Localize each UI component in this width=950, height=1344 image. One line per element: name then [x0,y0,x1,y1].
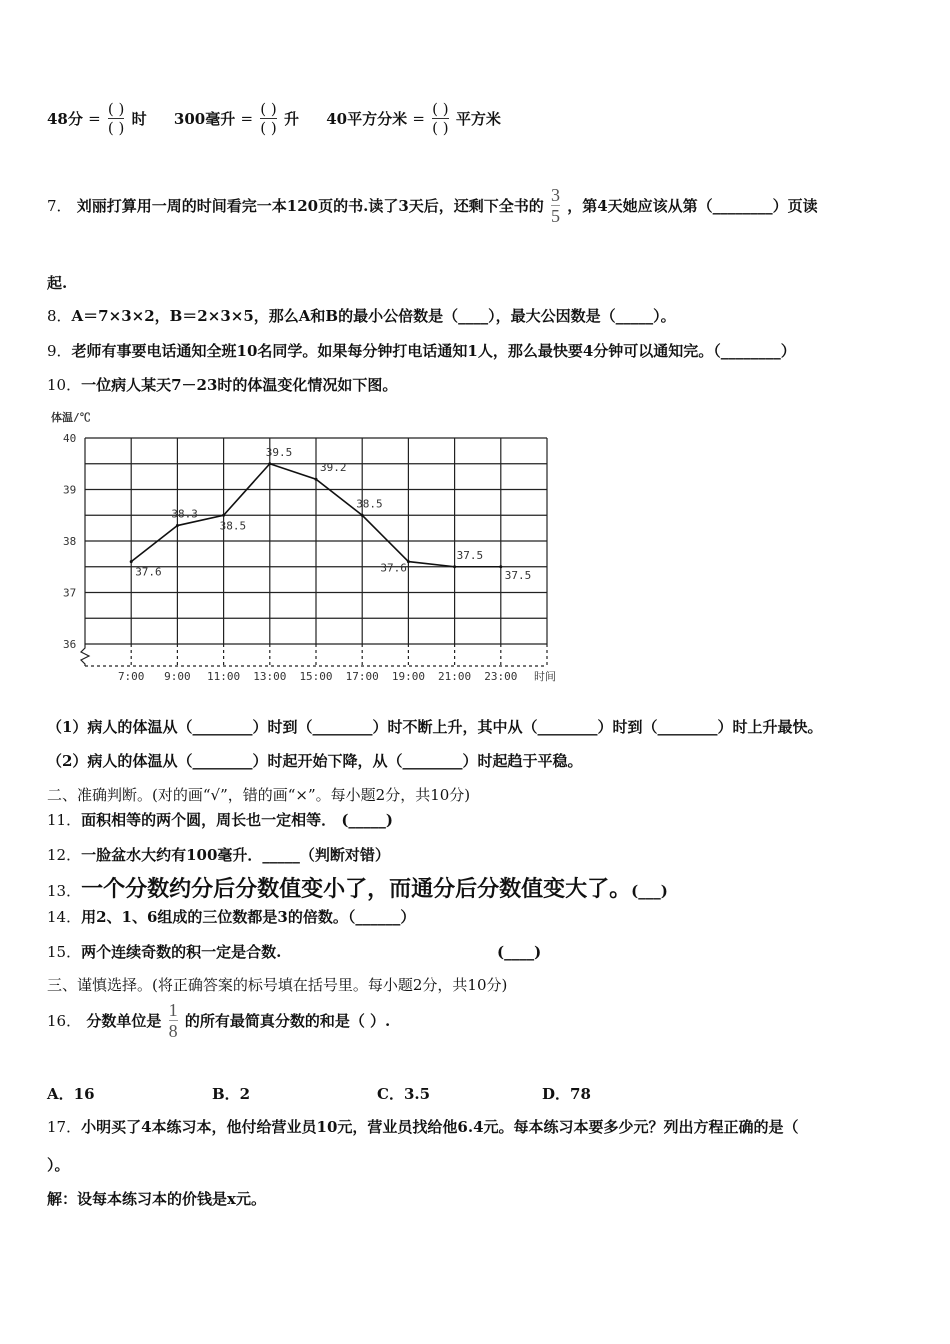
data-point [315,478,318,481]
y-tick-label: 36 [63,638,77,651]
option-c[interactable]: C．3.5 [377,1085,431,1103]
data-point [268,462,271,465]
question-10-sub2: （2）病人的体温从（________）时起开始下降，从（________）时起趋于平稳。 [47,752,583,770]
question-10-sub1: （1）病人的体温从（________）时到（________）时不断上升，其中从（________）时到（________）时上升最快。 [47,718,823,736]
fraction-three-fifths: $\frac{3}{5}$ [551,185,560,226]
data-point [176,524,179,527]
data-label: 39.2 [320,461,347,475]
x-tick-label: 17:00 [345,670,379,683]
data-label: 37.5 [456,548,484,562]
eq-sign: = [412,109,425,128]
x-tick-label: 21:00 [438,670,472,683]
x-tick-label: 13:00 [253,670,287,683]
x-tick-label: 23:00 [484,670,518,683]
data-label: 37.6 [135,565,162,579]
question-14: 14．用2、1、6组成的三位数都是3的倍数。（______） [47,908,416,926]
eq-sign: = [240,109,254,128]
data-label: 37.5 [504,568,532,582]
question-16: 16． 分数单位是 $\frac{1}{8}$ 的所有最简真分数的和是（ ）. [47,1000,391,1041]
question-7-cont: 起. [47,274,68,292]
fraction-blank[interactable]: $\frac{( )}{( )}$ [432,100,449,137]
question-15: 15．两个连续奇数的积一定是合数. (____) [47,943,542,961]
y-tick-label: 39 [63,483,77,497]
option-a[interactable]: A．16 [47,1085,95,1103]
solution-line: 解：设每本练习本的价钱是x元。 [47,1190,266,1208]
fraction-blank[interactable]: $\frac{( )}{( )}$ [260,100,277,137]
question-10: 10．一位病人某天7－23时的体温变化情况如下图。 [47,376,398,394]
y-axis-label: 体温/℃ [51,411,91,424]
question-12: 12．一脸盆水大约有100毫升．_____（判断对错） [47,846,390,864]
q6-a: 48分 [47,110,83,128]
x-tick-label: 19:00 [391,670,425,683]
q6-f-unit: 平方米 [455,110,501,128]
x-tick-label: 9:00 [164,670,191,683]
q6-e: 40平方分米 [326,110,408,128]
question-8: 8．A＝7×3×2，B＝2×3×5，那么A和B的最小公倍数是（____），最大公因数是（_____）。 [47,307,676,325]
data-point [407,560,410,563]
x-tick-label: 7:00 [117,670,145,683]
chart-series [130,446,532,582]
data-point [453,565,456,568]
data-label: 38.5 [356,497,383,511]
data-point [130,560,133,563]
question-7: 7． 刘丽打算用一周的时间看完一本120页的书.读了3天后，还剩下全书的 $\frac{3}{5}$ ，第4天她应该从第（________）页读 [47,185,818,226]
fraction-one-eighth: $\frac{1}{8}$ [168,1000,178,1041]
question-9: 9．老师有事要电话通知全班10名同学。如果每分钟打电话通知1人，那么最快要4分钟可以通知完。（________） [47,342,796,360]
data-label: 38.3 [171,507,198,521]
data-label: 37.6 [380,561,407,575]
section-2-heading: 二、准确判断。(对的画“√”，错的画“×”。每小题2分，共10分) [47,786,471,804]
section-3-heading: 三、谨慎选择。(将正确答案的标号填在括号里。每小题2分，共10分) [47,976,508,994]
question-17: 17．小明买了4本练习本，他付给营业员10元，营业员找给他6.4元。每本练习本要多少元？列出方程正确的是（ [47,1118,799,1136]
data-point [499,565,502,568]
x-axis-label: 时间 [534,670,556,683]
x-tick-label: 15:00 [299,670,333,683]
data-point [222,514,225,517]
x-tick-label: 11:00 [207,670,241,683]
q6-b-unit: 时 [131,110,147,128]
option-d[interactable]: D．78 [542,1085,591,1103]
temperature-line-chart [47,405,567,690]
question-13: 13．一个分数约分后分数值变小了，而通分后分数值变大了。(___) [47,876,668,902]
data-label: 39.5 [265,445,293,459]
q6-line [47,100,501,150]
option-b[interactable]: B．2 [212,1085,251,1103]
question-17-cont: ）。 [47,1156,70,1174]
y-tick-label: 38 [63,535,77,548]
eq-sign: = [88,109,101,128]
y-tick-label: 37 [63,586,77,600]
data-point [361,514,364,517]
y-tick-label: 40 [63,432,77,445]
question-11: 11．面积相等的两个圆，周长也一定相等． (_____) [47,811,394,829]
data-label: 38.5 [219,519,247,533]
q6-c: 300毫升 [173,110,236,128]
fraction-blank[interactable]: $\frac{( )}{( )}$ [107,100,125,137]
axis-break-zigzag [81,644,89,666]
q6-d-unit: 升 [283,110,299,128]
